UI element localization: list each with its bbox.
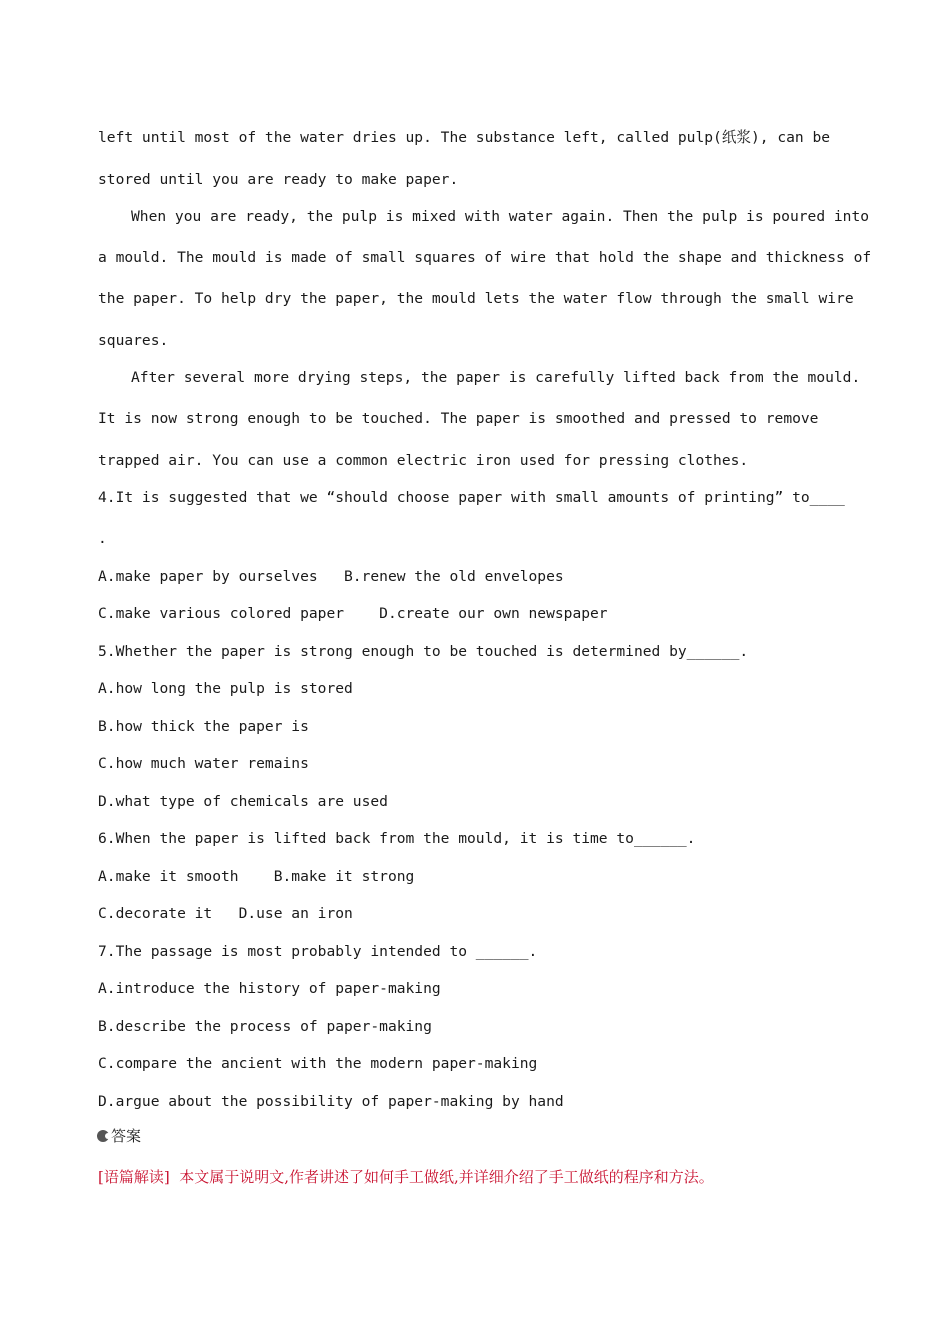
question-5-option: C.how much water remains xyxy=(98,755,309,772)
question-7-option: C.compare the ancient with the modern paper-making xyxy=(98,1055,538,1072)
question-7-option: B.describe the process of paper-making xyxy=(98,1018,432,1035)
answer-heading xyxy=(97,1126,141,1146)
passage-line: squares. xyxy=(98,332,169,349)
question-5-option: A.how long the pulp is stored xyxy=(98,680,353,697)
question-5-stem: 5.Whether the paper is strong enough to be touched is determined by______. xyxy=(98,643,749,660)
question-7-stem: 7.The passage is most probably intended to ______. xyxy=(98,943,538,960)
question-7-option: A.introduce the history of paper-making xyxy=(98,980,441,997)
passage-line: After several more drying steps, the paper is carefully lifted back from the mould. xyxy=(131,369,861,386)
passage-line: left until most of the water dries up. The substance left, called pulp(纸浆), can be xyxy=(98,129,831,146)
question-4-options: C.make various colored paper D.create our own newspaper xyxy=(98,605,608,622)
question-4-stem-end: . xyxy=(98,530,107,547)
answer-heading-text: 答案 xyxy=(111,1127,142,1145)
question-6-options: C.decorate it D.use an iron xyxy=(98,905,353,922)
passage-line: When you are ready, the pulp is mixed with water again. Then the pulp is poured into xyxy=(131,208,870,225)
question-4-stem: 4.It is suggested that we “should choose paper with small amounts of printing” to____ xyxy=(98,489,845,506)
answer-marker-icon xyxy=(97,1130,109,1142)
question-5-option: B.how thick the paper is xyxy=(98,718,309,735)
question-6-options: A.make it smooth B.make it strong xyxy=(98,868,415,885)
question-4-options: A.make paper by ourselves B.renew the old envelopes xyxy=(98,568,564,585)
passage-line: stored until you are ready to make paper. xyxy=(98,171,459,188)
question-5-option: D.what type of chemicals are used xyxy=(98,793,388,810)
passage-line: It is now strong enough to be touched. The paper is smoothed and pressed to remove xyxy=(98,410,819,427)
passage-line: the paper. To help dry the paper, the mould lets the water flow through the small wire xyxy=(98,290,854,307)
passage-line: a mould. The mould is made of small squares of wire that hold the shape and thickness of xyxy=(98,249,872,266)
text-analysis: [语篇解读] 本文属于说明文,作者讲述了如何手工做纸,并详细介绍了手工做纸的程序和方法。 xyxy=(98,1168,714,1186)
passage-line: trapped air. You can use a common electric iron used for pressing clothes. xyxy=(98,452,749,469)
question-6-stem: 6.When the paper is lifted back from the mould, it is time to______. xyxy=(98,830,696,847)
question-7-option: D.argue about the possibility of paper-making by hand xyxy=(98,1093,564,1110)
